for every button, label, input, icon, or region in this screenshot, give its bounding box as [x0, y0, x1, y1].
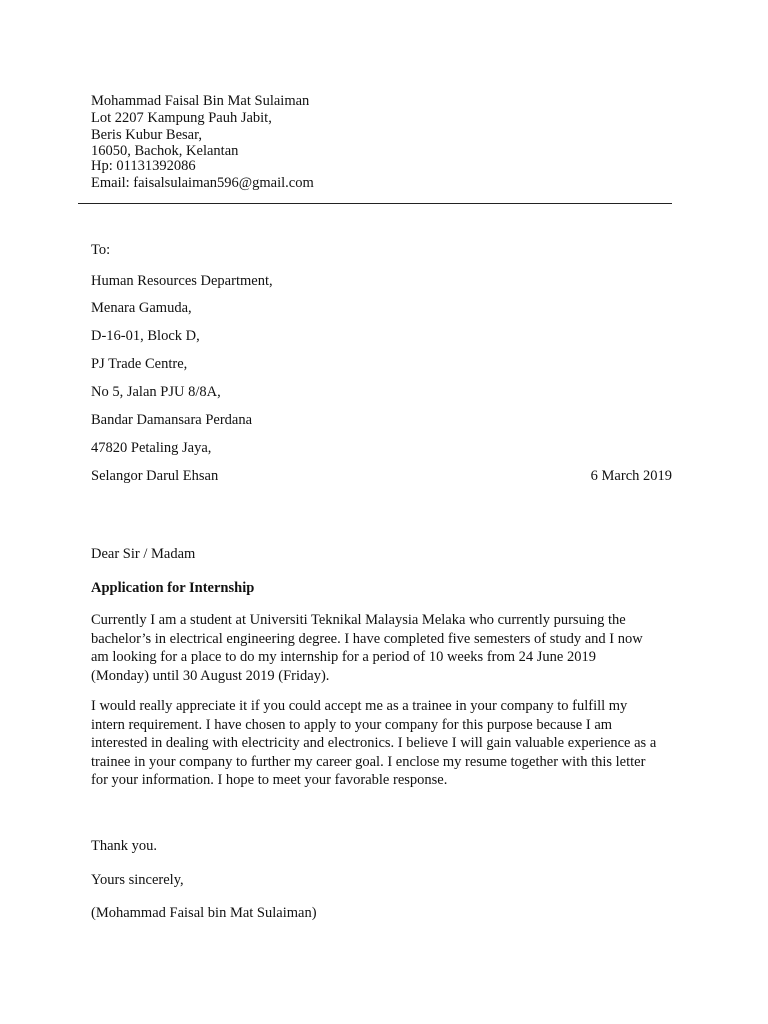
paragraph-line: bachelor’s in electrical engineering degree. I have completed five semesters of study and I now	[91, 630, 643, 647]
recipient-line: PJ Trade Centre,	[91, 356, 188, 372]
recipient-line: Menara Gamuda,	[91, 300, 192, 316]
recipient-line: Selangor Darul Ehsan	[91, 468, 219, 484]
paragraph-line: intern requirement. I have chosen to apply to your company for this purpose because I am	[91, 716, 613, 733]
letter-date: 6 March 2019	[590, 468, 672, 484]
salutation: Dear Sir / Madam	[91, 546, 196, 562]
paragraph-line: Currently I am a student at Universiti Teknikal Malaysia Melaka who currently pursuing the	[91, 612, 626, 628]
sender-address-line: Beris Kubur Besar,	[91, 127, 202, 143]
sender-address-line: Lot 2207 Kampung Pauh Jabit,	[91, 110, 272, 126]
sender-address-line: 16050, Bachok, Kelantan	[91, 143, 239, 159]
body-paragraph-2	[91, 697, 691, 790]
sender-email: Email: faisalsulaiman596@gmail.com	[91, 175, 314, 191]
recipient-line: Bandar Damansara Perdana	[91, 412, 253, 428]
body-paragraph-1	[91, 611, 691, 685]
subject-heading	[91, 580, 254, 597]
subject-text: Application for Internship	[91, 580, 255, 596]
sender-phone: Hp: 01131392086	[91, 158, 196, 174]
paragraph-line: I would really appreciate it if you could accept me as a trainee in your company to fulfill my	[91, 698, 628, 714]
paragraph-line: trainee in your company to further my career goal. I enclose my resume together with this letter	[91, 753, 646, 770]
paragraph-line: interested in dealing with electricity and electronics. I believe I will gain valuable experience as a	[91, 735, 657, 752]
recipient-line: Human Resources Department,	[91, 273, 273, 289]
to-label: To:	[91, 242, 111, 258]
sender-name: Mohammad Faisal Bin Mat Sulaiman	[91, 93, 310, 109]
signature-name: (Mohammad Faisal bin Mat Sulaiman)	[91, 905, 317, 921]
recipient-line: No 5, Jalan PJU 8/8A,	[91, 384, 221, 400]
recipient-line: D-16-01, Block D,	[91, 328, 200, 344]
sign-off: Yours sincerely,	[91, 872, 184, 888]
recipient-line: 47820 Petaling Jaya,	[91, 440, 212, 456]
paragraph-line: am looking for a place to do my internship for a period of 10 weeks from 24 June 2019	[91, 649, 596, 666]
paragraph-line: (Monday) until 30 August 2019 (Friday).	[91, 667, 330, 684]
thanks-line: Thank you.	[91, 838, 158, 854]
header-divider	[78, 203, 672, 204]
paragraph-line: for your information. I hope to meet your favorable response.	[91, 772, 448, 789]
